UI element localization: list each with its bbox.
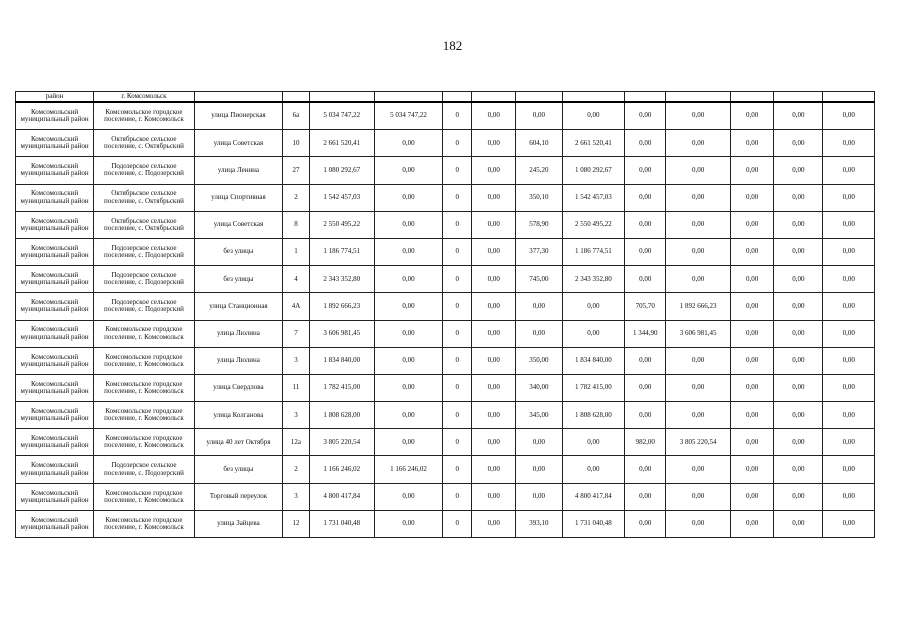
cell-total-cost: 1 892 666,23 xyxy=(309,293,374,320)
cell-settlement: Комсомольское городское поселение, г. Комсомольск xyxy=(94,510,195,537)
cell-district: Комсомольский муниципальный район xyxy=(16,456,94,483)
cell-value: 0,00 xyxy=(516,102,562,130)
cell-value: 0,00 xyxy=(516,320,562,347)
cell-value: 0,00 xyxy=(666,102,731,130)
cell-house: 1 xyxy=(283,238,310,265)
cell-value: 0,00 xyxy=(562,102,625,130)
cell-value: 0,00 xyxy=(666,402,731,429)
cell-value: 0,00 xyxy=(374,293,443,320)
table-row xyxy=(16,510,875,537)
cell-value: 0,00 xyxy=(823,374,875,401)
cell-total-cost: 3 606 981,45 xyxy=(309,320,374,347)
table-row xyxy=(16,184,875,211)
cell-value: 745,00 xyxy=(516,266,562,293)
cell-value: 0,00 xyxy=(666,483,731,510)
cell-district: Комсомольский муниципальный район xyxy=(16,374,94,401)
cell-house: 12 xyxy=(283,510,310,537)
cell-district: Комсомольский муниципальный район xyxy=(16,347,94,374)
cell-value: 0,00 xyxy=(625,266,666,293)
cell-value: 0,00 xyxy=(666,266,731,293)
cell-value: 0,00 xyxy=(374,402,443,429)
cell-value: 1 344,90 xyxy=(625,320,666,347)
cell-value: 0,00 xyxy=(731,157,774,184)
cell-value: 0,00 xyxy=(374,211,443,238)
table-body xyxy=(16,92,875,538)
cell-value: 0 xyxy=(443,456,472,483)
cell-street: улица 40 лет Октября xyxy=(194,429,282,456)
cell-value: 0,00 xyxy=(472,429,516,456)
cell-value: 1 080 292,67 xyxy=(562,157,625,184)
cell-settlement: Октябрьское сельское поселение, с. Октябрьский xyxy=(94,184,195,211)
table-row xyxy=(16,347,875,374)
cell-value: 0,00 xyxy=(823,238,875,265)
table-row xyxy=(16,402,875,429)
cell-value: 345,00 xyxy=(516,402,562,429)
cell-value: 0,00 xyxy=(625,102,666,130)
cell-district: Комсомольский муниципальный район xyxy=(16,320,94,347)
cell-value: 0,00 xyxy=(823,429,875,456)
cell-value: 0,00 xyxy=(516,456,562,483)
cell-value: 0 xyxy=(443,293,472,320)
cell-value xyxy=(823,92,875,103)
cell-value: 0,00 xyxy=(774,402,823,429)
cell-street: улица Ленина xyxy=(194,157,282,184)
cell-value: 0,00 xyxy=(625,483,666,510)
table-row xyxy=(16,456,875,483)
cell-settlement: Комсомольское городское поселение, г. Комсомольск xyxy=(94,320,195,347)
cell-value xyxy=(374,92,443,103)
cell-total-cost: 1 808 628,00 xyxy=(309,402,374,429)
cell-value: 0,00 xyxy=(666,211,731,238)
cell-value: 0,00 xyxy=(472,266,516,293)
cell-settlement: Комсомольское городское поселение, г. Комсомольск xyxy=(94,429,195,456)
cell-value: 3 805 220,54 xyxy=(666,429,731,456)
cell-district: Комсомольский муниципальный район xyxy=(16,102,94,130)
cell-house: 3 xyxy=(283,483,310,510)
cell-value: 0,00 xyxy=(666,238,731,265)
cell-value: 377,30 xyxy=(516,238,562,265)
table-row xyxy=(16,320,875,347)
cell-value: 0,00 xyxy=(731,483,774,510)
cell-value: 0,00 xyxy=(774,347,823,374)
cell-district: район xyxy=(16,92,94,103)
cell-value: 0,00 xyxy=(731,184,774,211)
cell-value: 3 606 981,45 xyxy=(666,320,731,347)
cell-value: 2 661 520,41 xyxy=(562,130,625,157)
cell-value: 0,00 xyxy=(823,402,875,429)
cell-value: 1 834 840,00 xyxy=(562,347,625,374)
cell-value xyxy=(774,92,823,103)
cell-settlement: Октябрьское сельское поселение, с. Октябрьский xyxy=(94,130,195,157)
cell-settlement: Подозерское сельское поселение, с. Подозерский xyxy=(94,456,195,483)
cell-house: 7 xyxy=(283,320,310,347)
cell-settlement: Комсомольское городское поселение, г. Комсомольск xyxy=(94,374,195,401)
cell-value: 1 186 774,51 xyxy=(562,238,625,265)
cell-value: 0,00 xyxy=(374,510,443,537)
cell-house: 8 xyxy=(283,211,310,238)
cell-value: 5 034 747,22 xyxy=(374,102,443,130)
cell-value: 0,00 xyxy=(472,456,516,483)
cell-value xyxy=(666,92,731,103)
table-row xyxy=(16,130,875,157)
cell-street: улица Колганова xyxy=(194,402,282,429)
cell-value: 0 xyxy=(443,320,472,347)
cell-value: 0,00 xyxy=(731,320,774,347)
cell-value: 0,00 xyxy=(374,157,443,184)
cell-value: 0,00 xyxy=(472,102,516,130)
cell-value: 578,90 xyxy=(516,211,562,238)
cell-street xyxy=(194,92,282,103)
cell-value: 1 808 628,00 xyxy=(562,402,625,429)
cell-total-cost: 1 731 040,48 xyxy=(309,510,374,537)
cell-district: Комсомольский муниципальный район xyxy=(16,130,94,157)
cell-value: 0,00 xyxy=(774,483,823,510)
cell-value: 0,00 xyxy=(516,483,562,510)
cell-value: 0,00 xyxy=(562,293,625,320)
cell-total-cost: 2 343 352,80 xyxy=(309,266,374,293)
cell-total-cost: 1 782 415,00 xyxy=(309,374,374,401)
cell-settlement: Подозерское сельское поселение, с. Подозерский xyxy=(94,293,195,320)
cell-value: 0,00 xyxy=(731,510,774,537)
cell-value: 0,00 xyxy=(731,266,774,293)
cell-value: 0,00 xyxy=(774,320,823,347)
cell-value: 0,00 xyxy=(823,211,875,238)
cell-house: 3 xyxy=(283,402,310,429)
cell-value: 340,00 xyxy=(516,374,562,401)
cell-district: Комсомольский муниципальный район xyxy=(16,402,94,429)
cell-value: 0 xyxy=(443,130,472,157)
cell-value: 0,00 xyxy=(731,211,774,238)
cell-value: 0,00 xyxy=(472,402,516,429)
cell-district: Комсомольский муниципальный район xyxy=(16,184,94,211)
table-row xyxy=(16,238,875,265)
table-row xyxy=(16,102,875,130)
cell-total-cost: 2 550 495,22 xyxy=(309,211,374,238)
cell-value: 0,00 xyxy=(374,266,443,293)
cell-value: 0,00 xyxy=(774,374,823,401)
cell-value: 0 xyxy=(443,184,472,211)
cell-value: 0,00 xyxy=(774,293,823,320)
cell-total-cost: 3 805 220,54 xyxy=(309,429,374,456)
table-row xyxy=(16,157,875,184)
cell-value: 2 550 495,22 xyxy=(562,211,625,238)
cell-house: 12а xyxy=(283,429,310,456)
cell-value: 0,00 xyxy=(823,456,875,483)
cell-total-cost: 2 661 520,41 xyxy=(309,130,374,157)
cell-value: 0 xyxy=(443,510,472,537)
cell-street: улица Свердлова xyxy=(194,374,282,401)
cell-value: 0,00 xyxy=(472,157,516,184)
table-row xyxy=(16,429,875,456)
continued-row xyxy=(16,92,875,103)
cell-total-cost: 1 186 774,51 xyxy=(309,238,374,265)
cell-value: 0,00 xyxy=(823,184,875,211)
cell-value: 0,00 xyxy=(823,157,875,184)
cell-value: 0,00 xyxy=(625,347,666,374)
cell-value: 0,00 xyxy=(774,238,823,265)
cell-value: 0,00 xyxy=(823,102,875,130)
cell-settlement: Комсомольское городское поселение, г. Комсомольск xyxy=(94,402,195,429)
cell-value: 0,00 xyxy=(625,130,666,157)
cell-total-cost: 1 166 246,02 xyxy=(309,456,374,483)
cell-value: 4 800 417,84 xyxy=(562,483,625,510)
cell-value xyxy=(443,92,472,103)
capital-repair-table xyxy=(15,91,875,538)
cell-value: 0,00 xyxy=(472,238,516,265)
cell-value: 0,00 xyxy=(823,483,875,510)
cell-value: 0 xyxy=(443,483,472,510)
cell-value: 0 xyxy=(443,157,472,184)
cell-value: 0,00 xyxy=(562,320,625,347)
cell-street: без улицы xyxy=(194,266,282,293)
cell-value: 350,00 xyxy=(516,347,562,374)
cell-value: 0,00 xyxy=(731,130,774,157)
cell-total-cost xyxy=(309,92,374,103)
cell-value: 0,00 xyxy=(774,266,823,293)
cell-value: 0,00 xyxy=(731,238,774,265)
cell-value: 0,00 xyxy=(731,347,774,374)
cell-settlement: Комсомольское городское поселение, г. Комсомольск xyxy=(94,102,195,130)
cell-house: 27 xyxy=(283,157,310,184)
cell-value: 1 731 040,48 xyxy=(562,510,625,537)
table-row xyxy=(16,293,875,320)
cell-settlement: Подозерское сельское поселение, с. Подозерский xyxy=(94,238,195,265)
cell-street: без улицы xyxy=(194,238,282,265)
cell-value: 0,00 xyxy=(625,211,666,238)
cell-value: 245,20 xyxy=(516,157,562,184)
cell-value: 0,00 xyxy=(374,320,443,347)
cell-house xyxy=(283,92,310,103)
cell-value: 0,00 xyxy=(774,510,823,537)
cell-value: 1 542 457,03 xyxy=(562,184,625,211)
cell-value: 0,00 xyxy=(472,483,516,510)
cell-value: 0,00 xyxy=(374,347,443,374)
cell-value: 0,00 xyxy=(666,157,731,184)
cell-value: 0,00 xyxy=(731,402,774,429)
cell-value: 0,00 xyxy=(374,238,443,265)
cell-value: 0,00 xyxy=(666,184,731,211)
cell-settlement: Комсомольское городское поселение, г. Комсомольск xyxy=(94,483,195,510)
cell-value: 0,00 xyxy=(731,102,774,130)
cell-district: Комсомольский муниципальный район xyxy=(16,429,94,456)
cell-value: 0,00 xyxy=(666,510,731,537)
cell-value xyxy=(516,92,562,103)
cell-street: улица Зайцева xyxy=(194,510,282,537)
cell-house: 3 xyxy=(283,347,310,374)
cell-street: улица Люлина xyxy=(194,347,282,374)
cell-value: 0,00 xyxy=(823,130,875,157)
cell-value: 0,00 xyxy=(666,130,731,157)
cell-value: 0,00 xyxy=(374,184,443,211)
cell-street: улица Люлина xyxy=(194,320,282,347)
cell-value: 0,00 xyxy=(472,293,516,320)
cell-street: улица Спортивная xyxy=(194,184,282,211)
cell-value: 2 343 352,80 xyxy=(562,266,625,293)
cell-house: 4А xyxy=(283,293,310,320)
cell-value: 0,00 xyxy=(516,429,562,456)
cell-value: 0,00 xyxy=(625,402,666,429)
cell-district: Комсомольский муниципальный район xyxy=(16,266,94,293)
cell-value: 1 892 666,23 xyxy=(666,293,731,320)
cell-street: без улицы xyxy=(194,456,282,483)
cell-value: 0,00 xyxy=(374,130,443,157)
cell-value: 0 xyxy=(443,429,472,456)
cell-house: 2 xyxy=(283,456,310,483)
cell-value: 0,00 xyxy=(374,483,443,510)
cell-settlement: Подозерское сельское поселение, с. Подозерский xyxy=(94,157,195,184)
cell-value: 0,00 xyxy=(472,211,516,238)
cell-value: 0,00 xyxy=(823,320,875,347)
cell-value: 0,00 xyxy=(516,293,562,320)
cell-district: Комсомольский муниципальный район xyxy=(16,293,94,320)
cell-settlement: г. Комсомольск xyxy=(94,92,195,103)
cell-value xyxy=(731,92,774,103)
cell-value: 0,00 xyxy=(472,320,516,347)
cell-street: улица Советская xyxy=(194,130,282,157)
cell-value: 1 782 415,00 xyxy=(562,374,625,401)
cell-value: 0,00 xyxy=(731,374,774,401)
cell-value: 0,00 xyxy=(472,374,516,401)
cell-value: 0 xyxy=(443,266,472,293)
cell-house: 6а xyxy=(283,102,310,130)
cell-district: Комсомольский муниципальный район xyxy=(16,510,94,537)
cell-district: Комсомольский муниципальный район xyxy=(16,483,94,510)
cell-value: 0,00 xyxy=(774,456,823,483)
table-row xyxy=(16,374,875,401)
cell-house: 10 xyxy=(283,130,310,157)
cell-value: 0,00 xyxy=(374,374,443,401)
cell-district: Комсомольский муниципальный район xyxy=(16,157,94,184)
cell-settlement: Подозерское сельское поселение, с. Подозерский xyxy=(94,266,195,293)
cell-street: улица Советская xyxy=(194,211,282,238)
cell-value: 0,00 xyxy=(774,184,823,211)
cell-value: 0 xyxy=(443,402,472,429)
cell-value xyxy=(625,92,666,103)
cell-value: 982,00 xyxy=(625,429,666,456)
cell-street: Торговый переулок xyxy=(194,483,282,510)
cell-value: 0,00 xyxy=(374,429,443,456)
cell-value: 0,00 xyxy=(625,157,666,184)
cell-house: 4 xyxy=(283,266,310,293)
cell-total-cost: 4 800 417,84 xyxy=(309,483,374,510)
cell-value: 0,00 xyxy=(625,184,666,211)
cell-value: 0,00 xyxy=(823,293,875,320)
cell-value xyxy=(472,92,516,103)
cell-value: 0 xyxy=(443,347,472,374)
table-row xyxy=(16,266,875,293)
cell-value: 0,00 xyxy=(731,293,774,320)
cell-house: 11 xyxy=(283,374,310,401)
cell-total-cost: 1 542 457,03 xyxy=(309,184,374,211)
cell-value: 0,00 xyxy=(562,429,625,456)
page-number: 182 xyxy=(442,38,463,53)
cell-value: 0,00 xyxy=(625,238,666,265)
cell-value: 0,00 xyxy=(774,211,823,238)
cell-value: 0,00 xyxy=(472,184,516,211)
cell-value: 0,00 xyxy=(472,130,516,157)
cell-value: 0,00 xyxy=(666,374,731,401)
cell-total-cost: 1 080 292,67 xyxy=(309,157,374,184)
cell-value: 350,10 xyxy=(516,184,562,211)
cell-street: улица Станционная xyxy=(194,293,282,320)
cell-value: 1 166 246,02 xyxy=(374,456,443,483)
cell-value: 393,10 xyxy=(516,510,562,537)
cell-value: 0,00 xyxy=(774,429,823,456)
cell-value: 0,00 xyxy=(562,456,625,483)
cell-value: 0,00 xyxy=(823,266,875,293)
cell-value: 0,00 xyxy=(774,157,823,184)
cell-value: 705,70 xyxy=(625,293,666,320)
cell-district: Комсомольский муниципальный район xyxy=(16,211,94,238)
cell-value: 0 xyxy=(443,211,472,238)
cell-value: 0,00 xyxy=(625,456,666,483)
cell-value: 0,00 xyxy=(823,347,875,374)
cell-value: 0 xyxy=(443,102,472,130)
cell-value: 0,00 xyxy=(625,510,666,537)
cell-house: 2 xyxy=(283,184,310,211)
cell-value: 0,00 xyxy=(774,130,823,157)
cell-total-cost: 1 834 840,00 xyxy=(309,347,374,374)
cell-value: 0 xyxy=(443,238,472,265)
cell-value: 0,00 xyxy=(731,429,774,456)
table-row xyxy=(16,211,875,238)
cell-value: 0,00 xyxy=(472,347,516,374)
cell-value: 0,00 xyxy=(823,510,875,537)
cell-value: 0,00 xyxy=(666,347,731,374)
cell-total-cost: 5 034 747,22 xyxy=(309,102,374,130)
cell-value: 0,00 xyxy=(472,510,516,537)
cell-value: 0,00 xyxy=(774,102,823,130)
cell-value: 0,00 xyxy=(625,374,666,401)
cell-value: 0,00 xyxy=(666,456,731,483)
cell-settlement: Комсомольское городское поселение, г. Комсомольск xyxy=(94,347,195,374)
cell-value: 0,00 xyxy=(731,456,774,483)
cell-settlement: Октябрьское сельское поселение, с. Октябрьский xyxy=(94,211,195,238)
cell-value xyxy=(562,92,625,103)
cell-value: 604,10 xyxy=(516,130,562,157)
table-row xyxy=(16,483,875,510)
cell-street: улица Пионерская xyxy=(194,102,282,130)
cell-district: Комсомольский муниципальный район xyxy=(16,238,94,265)
cell-value: 0 xyxy=(443,374,472,401)
